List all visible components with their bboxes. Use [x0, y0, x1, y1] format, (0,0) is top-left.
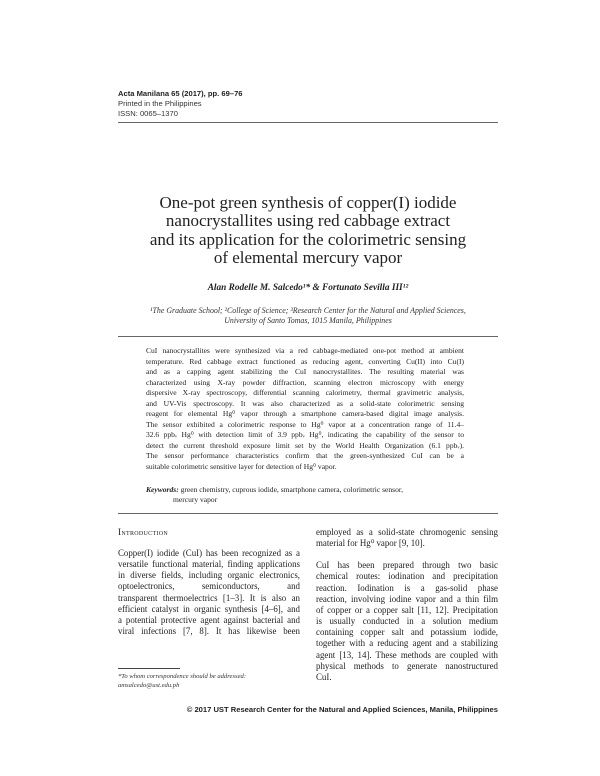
author-list: Alan Rodelle M. Salcedo¹* & Fortunato Sevilla III¹² — [207, 283, 409, 293]
body-line: a potential protective agent against bacterial and — [118, 614, 300, 625]
abstract-line: and UV-Vis spectroscopy. It was also characterized as a solid-state colorimetric sensing — [146, 398, 464, 408]
body-line: of copper or a copper salt [11, 12]. Precipitation — [316, 604, 498, 615]
body-line: transparent thermoelectrics [1–3]. It is also an — [118, 592, 300, 603]
body-line: CuI. — [316, 671, 332, 682]
body-line: reaction, involving iodine vapor and a thin film — [316, 593, 498, 604]
journal-printed: Printed in the Philippines — [118, 99, 202, 108]
abstract-line: The sensor exhibited a colorimetric response to Hg⁰ vapor at a concentration range of 11.4– — [146, 419, 464, 429]
body-line: agent [13, 14]. These methods are coupled with — [316, 649, 498, 660]
body-line: material for Hg⁰ vapor [9, 10]. — [316, 538, 425, 549]
keywords-label: Keywords: — [146, 485, 179, 494]
journal-issn: ISSN: 0065–1370 — [118, 109, 178, 118]
affiliation-line: University of Santo Tomas, 1015 Manila, Philippines — [224, 316, 392, 326]
paragraph-gap — [316, 549, 498, 560]
title-line: nanocrystallites using red cabbage extract — [165, 211, 451, 231]
title-line: and its application for the colorimetric sensing — [149, 229, 467, 249]
intro-right-column — [316, 527, 498, 683]
keywords — [146, 485, 464, 505]
body-line: viral infections [7, 8]. It has likewise been — [118, 626, 300, 637]
abstract-line: characterized using X-ray powder diffraction, scanning electron microscopy with energy — [146, 377, 464, 387]
journal-header — [118, 89, 498, 119]
body-line: in diverse fields, including organic electronics, — [118, 570, 300, 581]
body-line: versatile functional material, finding applications — [118, 559, 300, 570]
abstract-top-rule — [118, 336, 498, 337]
abstract-line: temperature. Red cabbage extract functioned as reducing agent, converting Cu(II) into Cu(I) — [146, 356, 464, 366]
copyright-notice: © 2017 UST Research Center for the Natural and Applied Sciences, Manila, Philippines — [186, 705, 498, 714]
abstract-line: dispersive X-ray spectroscopy, differential scanning calorimetry, thermal gravimetric analysis, — [146, 388, 464, 398]
abstract-bottom-rule — [118, 513, 498, 514]
body-line: containing copper salt and potassium iodide, — [316, 627, 498, 638]
intro-left-column — [118, 548, 300, 637]
title-line: One-pot green synthesis of copper(I) iodide — [159, 193, 457, 212]
header-rule — [118, 122, 498, 123]
body-line: is usually conducted in a solution medium — [316, 616, 498, 627]
abstract-line: and as a capping agent stabilizing the CuI nanocrystallites. The resulting material was — [146, 367, 464, 377]
keywords-line: green chemistry, cuprous iodide, smartphone camera, colorimetric sensor, — [178, 485, 403, 494]
body-line: efficient catalyst in organic synthesis [4–6], and — [118, 603, 300, 614]
body-line: CuI has been prepared through two basic — [316, 560, 498, 571]
body-line: employed as a solid-state chromogenic sensing — [316, 527, 498, 537]
journal-citation: Acta Manilana 65 (2017), pp. 69–76 — [118, 89, 243, 98]
abstract-line: suitable colorimetric sensitive layer for detection of Hg⁰ vapor. — [146, 462, 337, 472]
abstract — [146, 346, 464, 473]
keywords-line: mercury vapor — [173, 495, 218, 505]
footnote — [118, 672, 300, 690]
body-line: Copper(I) iodide (CuI) has been recognized as a — [118, 548, 300, 558]
body-line: physical methods to generate nanostructured — [316, 660, 498, 671]
footnote-line: *To whom correspondence should be addressed: — [118, 673, 247, 680]
affiliation-line: ¹The Graduate School; ²College of Science; ³Research Center for the Natural and Applied Sciences, — [150, 306, 466, 315]
body-line: chemical routes: iodination and precipitation — [316, 571, 498, 582]
body-line: optoelectronics, semiconductors, and — [118, 581, 300, 592]
abstract-line: 32.6 ppbᵥ Hg⁰ with detection limit of 3.9 ppbᵥ Hg⁰, indicating the capability of the sensor to — [146, 430, 464, 440]
body-line: together with a reducing agent and a stabilizing — [316, 638, 498, 649]
title-line: of elemental mercury vapor — [213, 248, 403, 268]
footnote-email: amsalcedo@ust.edu.ph — [118, 682, 180, 689]
abstract-line: The sensor performance characteristics confirm that the green-synthesized CuI can be a — [146, 451, 464, 461]
body-line: reaction. Iodination is a gas-solid phase — [316, 582, 498, 593]
footnote-rule — [118, 668, 180, 669]
abstract-line: detect the current threshold exposure limit set by the World Health Organization (6.1 ppbᵥ). — [146, 440, 464, 450]
abstract-line: CuI nanocrystallites were synthesized via a red cabbage-mediated one-pot method at ambient — [146, 346, 464, 355]
article-title — [118, 194, 498, 268]
section-heading-introduction: Introduction — [118, 527, 168, 537]
abstract-line: reagent for elemental Hg⁰ vapor through a smartphone camera-based digital image analysis. — [146, 409, 464, 419]
affiliations — [118, 306, 498, 326]
